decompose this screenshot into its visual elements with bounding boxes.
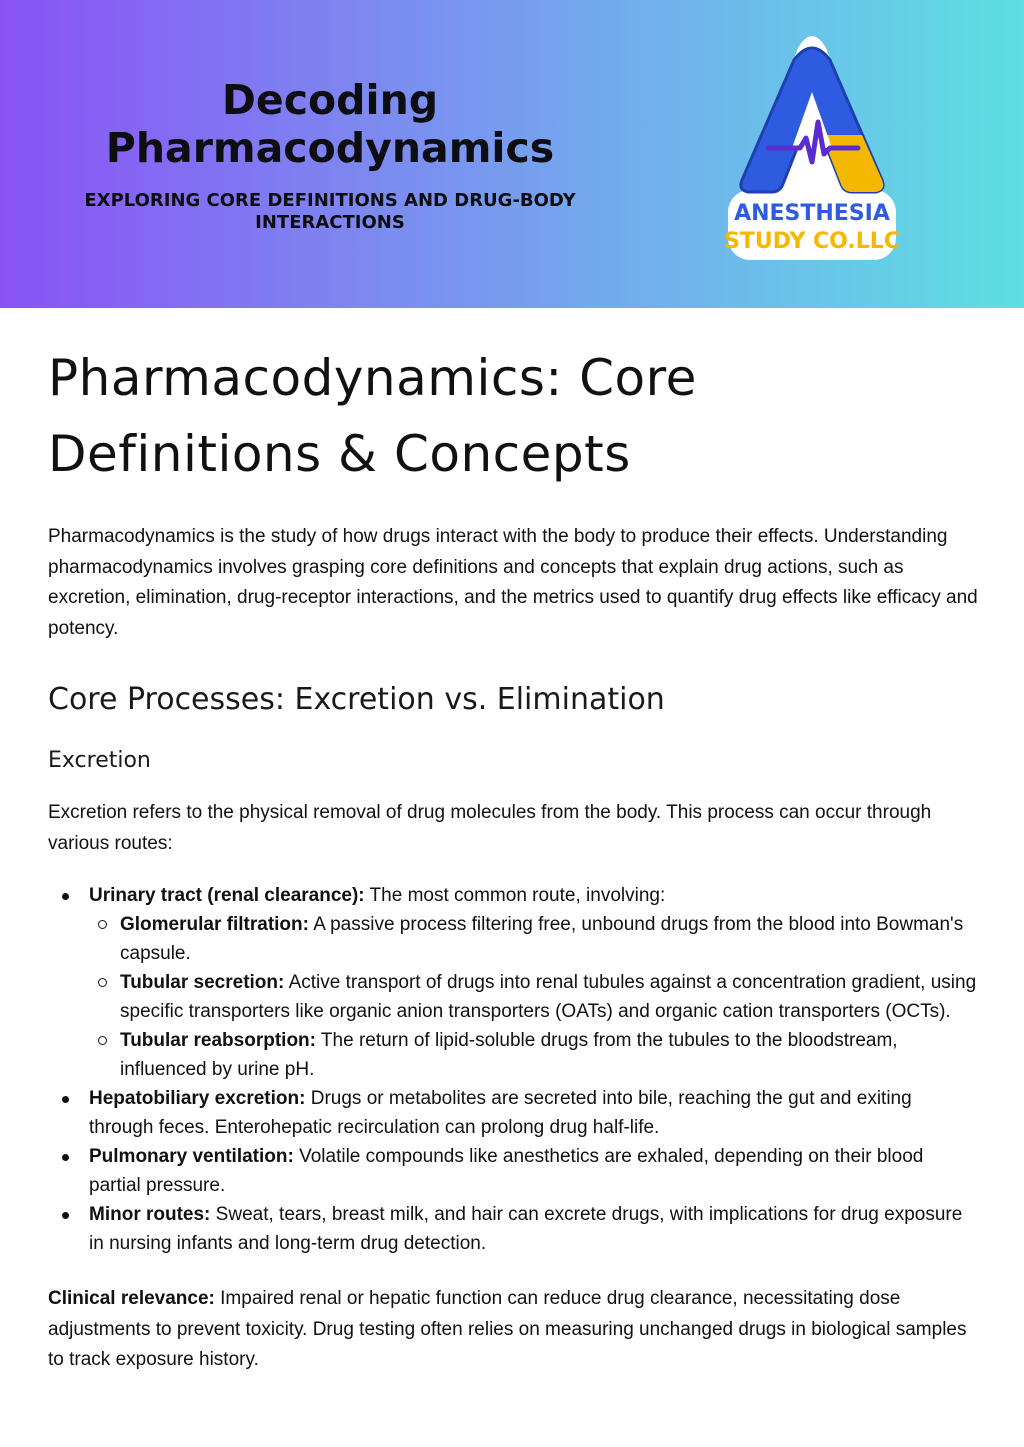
subsection-heading: Excretion xyxy=(48,748,151,773)
list-item xyxy=(48,881,978,1084)
page-title: Pharmacodynamics: Core Definitions & Concepts xyxy=(48,349,697,483)
company-logo xyxy=(722,30,902,260)
route-term: Urinary tract (renal clearance): xyxy=(89,885,365,906)
section-heading: Core Processes: Excretion vs. Elimination xyxy=(48,682,665,717)
route-text: A passive process filtering free, unbound drugs from the blood into Bowman's capsule. xyxy=(120,914,964,964)
clinical-term: Clinical relevance: xyxy=(48,1288,215,1309)
clinical-text: Impaired renal or hepatic function can reduce drug clearance, necessitating dose adjustments to prevent toxicity. Drug testing often relies on measuring unchanged drugs in biological samples to track exposure history. xyxy=(48,1288,967,1370)
route-term: Hepatobiliary excretion: xyxy=(89,1088,306,1109)
route-term: Pulmonary ventilation: xyxy=(89,1146,294,1167)
route-term: Tubular secretion: xyxy=(120,972,285,993)
list-item xyxy=(89,1026,978,1084)
banner-title: Decoding Pharmacodynamics xyxy=(105,76,555,172)
route-text: The most common route, involving: xyxy=(364,885,666,906)
route-text: Sweat, tears, breast milk, and hair can excrete drugs, with implications for drug exposure in nursing infants and long-term drug detection. xyxy=(89,1204,963,1254)
logo-text-line2: STUDY CO.LLC xyxy=(724,229,900,254)
route-text: The return of lipid-soluble drugs from the tubules to the bloodstream, influenced by urine pH. xyxy=(120,1030,898,1080)
route-text: Drugs or metabolites are secreted into bile, reaching the gut and exiting through feces. Enterohepatic recirculation can prolong drug half-life. xyxy=(89,1088,912,1138)
route-text: Volatile compounds like anesthetics are exhaled, depending on their blood partial pressure. xyxy=(89,1146,924,1196)
renal-sublist xyxy=(89,910,978,1084)
list-item xyxy=(89,910,978,968)
route-term: Glomerular filtration: xyxy=(120,914,309,935)
intro-paragraph: Pharmacodynamics is the study of how drugs interact with the body to produce their effects. Understanding pharmacodynamics involves grasping core definitions and concepts that explain drug actions, such as excretion, elimination, drug-receptor interactions, and the metrics used to quantify drug effects like efficacy and potency. xyxy=(48,526,978,639)
route-term: Minor routes: xyxy=(89,1204,211,1225)
document-body xyxy=(48,340,978,1376)
route-text: Active transport of drugs into renal tubules against a concentration gradient, using specific transporters like organic anion transporters (OATs) and organic cation transporters (OCTs). xyxy=(120,972,977,1022)
banner-subtitle: EXPLORING CORE DEFINITIONS AND DRUG-BODY INTERACTIONS xyxy=(84,190,576,233)
header-banner xyxy=(0,0,1024,308)
excretion-intro-paragraph: Excretion refers to the physical removal of drug molecules from the body. This process can occur through various routes: xyxy=(48,802,932,854)
list-item xyxy=(48,1084,978,1142)
clinical-relevance-paragraph xyxy=(48,1284,978,1376)
logo-text-line1: ANESTHESIA xyxy=(734,201,890,226)
excretion-routes-list xyxy=(48,881,978,1258)
list-item xyxy=(48,1142,978,1200)
list-item xyxy=(48,1200,978,1258)
list-item xyxy=(89,968,978,1026)
route-term: Tubular reabsorption: xyxy=(120,1030,316,1051)
